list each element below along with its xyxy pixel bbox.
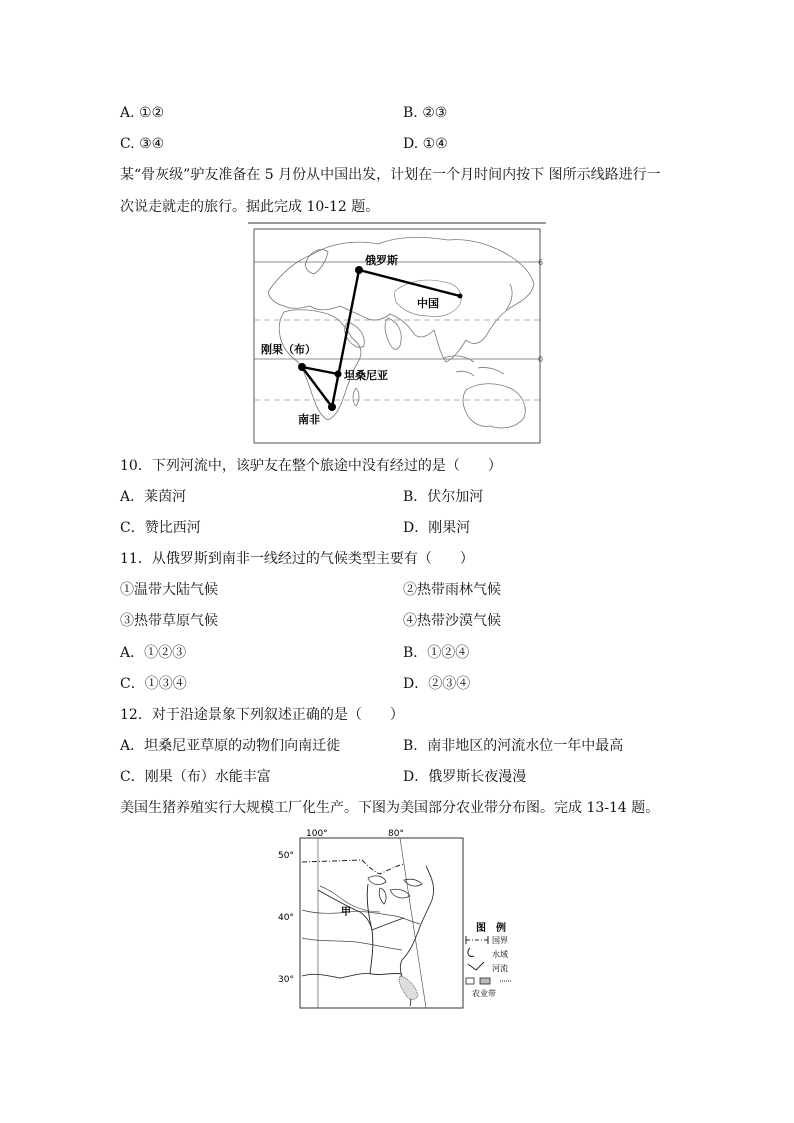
q12-option-b: B．南非地区的河流水位一年中最高 <box>403 738 624 754</box>
tanzania-dot <box>335 371 342 378</box>
russia-dot <box>355 266 363 274</box>
lat-40-label: 40° <box>278 913 294 923</box>
lon-80-label: 80° <box>388 829 404 839</box>
q11-item-4: ④热带沙漠气候 <box>403 613 501 629</box>
region-jia-label: 甲 <box>341 907 351 918</box>
label-russia: 俄罗斯 <box>365 254 398 267</box>
lat-30-label: 30° <box>278 975 294 985</box>
q9-option-b: B. ②③ <box>403 105 448 121</box>
label-china: 中国 <box>417 297 439 310</box>
intro1-line1: 某“骨灰级”驴友准备在 5 月份从中国出发，计划在一个月时间内按下 图所示线路进行一 <box>120 167 661 183</box>
label-tanzania: 坦桑尼亚 <box>344 369 388 382</box>
legend-water: 水域 <box>492 950 508 959</box>
q11-option-d: D．②③④ <box>403 676 471 692</box>
q10-stem: 10．下列河流中，该驴友在整个旅途中没有经过的是（ ） <box>120 458 502 474</box>
legend-belt: 农业带 <box>472 989 496 998</box>
us-agri-map <box>276 826 528 1012</box>
south-africa-dot <box>328 403 336 411</box>
intro1-line2: 次说走就走的旅行。据此完成 10-12 题。 <box>120 199 380 215</box>
q11-option-c: C．①③④ <box>120 676 187 692</box>
q9-option-a: A. ①② <box>120 105 165 121</box>
q11-stem: 11．从俄罗斯到南非一线经过的气候类型主要有（ ） <box>120 551 474 567</box>
q10-option-d: D．刚果河 <box>403 520 471 536</box>
q12-option-c: C．刚果（布）水能丰富 <box>120 769 271 785</box>
legend-river: 河流 <box>492 964 508 973</box>
q11-item-2: ②热带雨林气候 <box>403 582 501 598</box>
q11-item-1: ①温带大陆气候 <box>120 582 218 598</box>
legend-title: 图 例 <box>476 923 506 934</box>
q12-option-d: D．俄罗斯长夜漫漫 <box>403 769 527 785</box>
legend-border: 国界 <box>492 936 508 945</box>
congo-dot <box>298 363 306 371</box>
q9-option-c: C. ③④ <box>120 136 165 152</box>
china-dot <box>458 294 463 299</box>
lat-label-top: 6 <box>538 258 544 267</box>
label-congo: 刚果（布） <box>261 343 316 356</box>
q10-option-a: A．莱茵河 <box>120 489 187 505</box>
lat-label-equator: 0 <box>538 355 544 364</box>
q12-stem: 12．对于沿途景象下列叙述正确的是（ ） <box>120 707 404 723</box>
route-map <box>248 222 548 446</box>
q9-option-d: D. ①④ <box>403 136 448 152</box>
intro2-line1: 美国生猪养殖实行大规模工厂化生产。下图为美国部分农业带分布图。完成 13-14 题。 <box>120 800 660 816</box>
q10-option-c: C．赞比西河 <box>120 520 201 536</box>
map-legend <box>466 921 512 998</box>
q11-item-3: ③热带草原气候 <box>120 613 218 629</box>
q11-option-a: A．①②③ <box>120 645 187 661</box>
q11-option-b: B．①②④ <box>403 645 470 661</box>
label-south-africa: 南非 <box>298 413 320 426</box>
lon-100-label: 100° <box>306 829 328 839</box>
lat-50-label: 50° <box>278 851 294 861</box>
q10-option-b: B．伏尔加河 <box>403 489 484 505</box>
q12-option-a: A．坦桑尼亚草原的动物们向南迁徙 <box>120 738 341 754</box>
